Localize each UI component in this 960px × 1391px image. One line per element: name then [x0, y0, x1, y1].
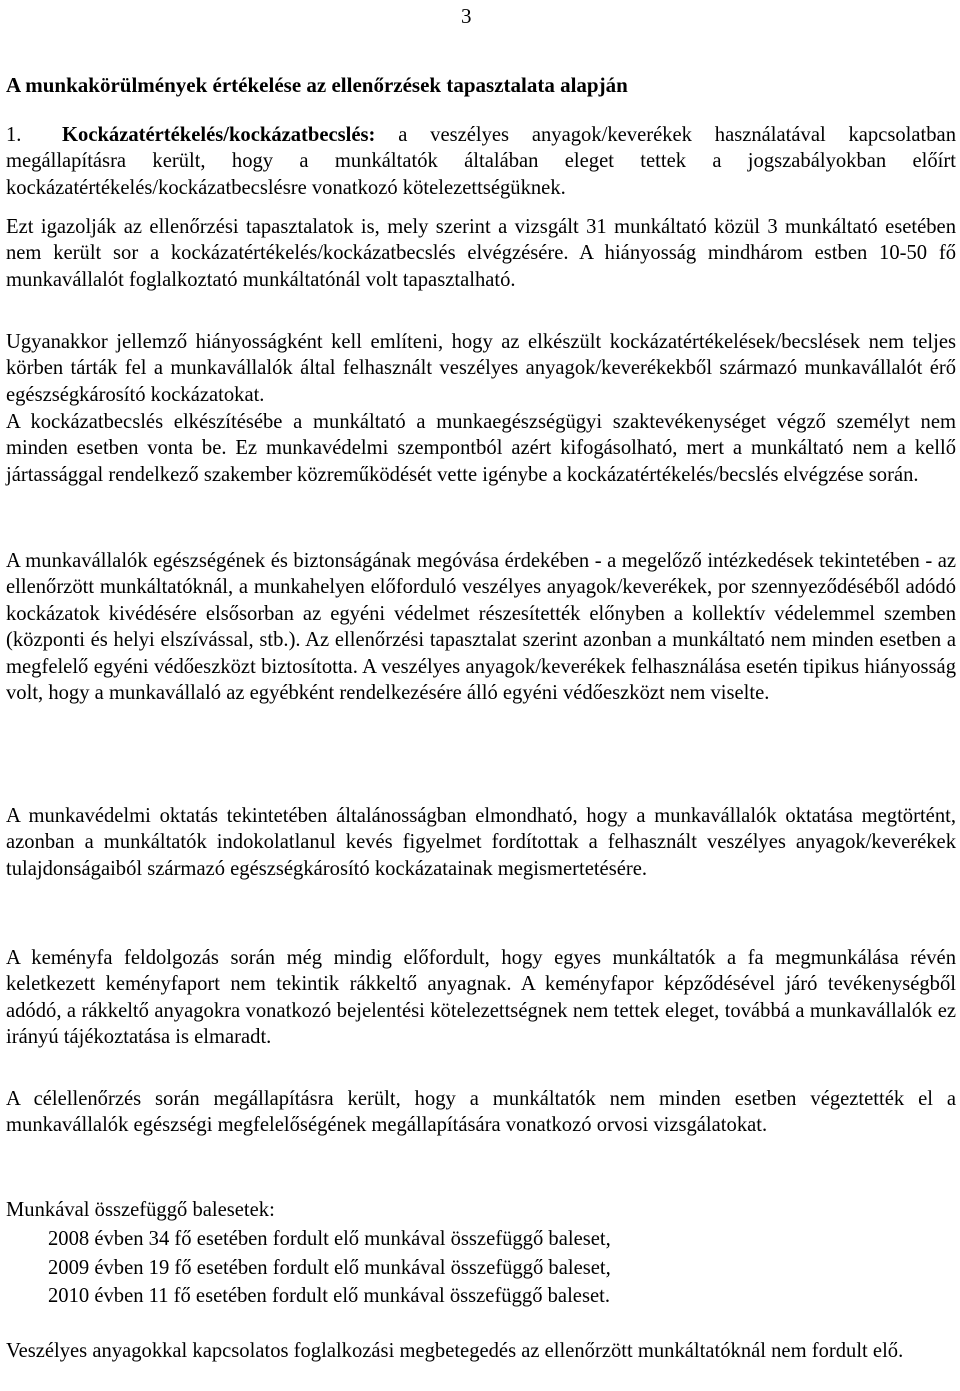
hardwood-paragraph: A keményfa feldolgozás során még mindig előfordult, hogy egyes munkáltatók a fa megmunkálása révén keletkezett keményfaport nem tekintik rákkeltő anyagnak. A keményfapor képződésével járó tevékenységből adódó, a rákkeltő anyagokra vonatkozó bejelentési kötelezettségnek nem tettek eleget, továbbá a munkavállalók ez irányú tájékoztatása is elmaradt.: [6, 947, 956, 1049]
section-1-paragraph: [6, 122, 956, 201]
page-title: A munkakörülmények értékelése az ellenőrzések tapasztalata alapján: [6, 73, 628, 97]
training-paragraph: A munkavédelmi oktatás tekintetében általánosságban elmondható, hogy a munkavállalók oktatása megtörtént, azonban a munkáltatók indokolatlanul kevés figyelmet fordítottak a felhasznált veszélyes anyagok/keverékek tulajdonságaiból származó egészségkárosító kockázatainak megismertetésére.: [6, 805, 956, 880]
accident-item-2010: 2010 évben 11 fő esetében fordult elő munkával összefüggő baleset.: [48, 1285, 610, 1307]
page-number: 3: [461, 4, 472, 28]
shortcoming-paragraph: Ugyanakkor jellemző hiányosságként kell említeni, hogy az elkészült kockázatértékelések/becslések nem teljes körben tárták fel a munkavállalók által felhasznált veszélyes anyagok/keverékekből származó munkavállalót érő egészségkárosító kockázatokat.: [6, 331, 956, 406]
accident-item-2008: 2008 évben 34 fő esetében fordult elő munkával összefüggő baleset,: [48, 1228, 611, 1250]
accident-item-2009: 2009 évben 19 fő esetében fordult elő munkával összefüggő baleset,: [48, 1256, 611, 1279]
protection-paragraph: A munkavállalók egészségének és biztonságának megóvása érdekében - a megelőző intézkedések tekintetében - az ellenőrzött munkáltatóknál, a munkahelyen előforduló veszélyes anyagok/keverékek, por szennyeződéséből adódó kockázatok kivédésére elsősorban az egyéni védelmet részesítették előnyben a kollektív védelemmel szemben (központi és helyi elszívással, stb.). Az ellenőrzési tapasztalat szerint azonban a munkáltató nem minden esetben a megfelelő egyéni védőeszközt biztosította. A veszélyes anyagok/keverékek felhasználása esetén tipikus hiányosság volt, hogy a munkavállaló az egyébként rendelkezésére álló egyéni védőeszközt nem viselte.: [6, 550, 956, 705]
section-1-heading: Kockázatértékelés/kockázatbecslés:: [62, 124, 376, 146]
accidents-heading: Munkával összefüggő balesetek:: [6, 1199, 275, 1221]
medical-check-paragraph: A célellenőrzés során megállapításra került, hogy a munkáltatók nem minden esetben végeztették el a munkavállalók egészségi megfelelőségének megállapítására vonatkozó orvosi vizsgálatokat.: [6, 1088, 956, 1137]
accidents-list: [48, 1225, 611, 1311]
section-1-number: 1.: [6, 124, 22, 146]
section-1-evidence-paragraph: Ezt igazolják az ellenőrzési tapasztalatok is, mely szerint a vizsgált 31 munkáltató közül 3 munkáltató esetében nem került sor a kockázatértékelés/kockázatbecslés elvégzésére. A hiányosság mindhárom estben 10-50 fő munkavállalót foglalkoztató munkáltatónál volt tapasztalható.: [6, 216, 956, 291]
occupational-disease-paragraph: Veszélyes anyagokkal kapcsolatos foglalkozási megbetegedés az ellenőrzött munkáltatóknál nem fordult elő.: [6, 1340, 904, 1362]
section-1-text: a veszélyes anyagok/keverékek használatával kapcsolatban megállapításra került, hogy a munkáltatók általában eleget tettek a jogszabályokban előírt kockázatértékelés/kockázatbecslésre vonatkozó kötelezettségüknek.: [6, 124, 956, 199]
expert-paragraph: A kockázatbecslés elkészítésébe a munkáltató a munkaegészségügyi szaktevékenységet végző személyt nem minden esetben vonta be. Ez munkavédelmi szempontból azért kifogásolható, mert a munkáltató nem a kellő jártassággal rendelkező szakember közreműködését vette igénybe a kockázatértékelés/becslés elvégzése során.: [6, 411, 956, 486]
